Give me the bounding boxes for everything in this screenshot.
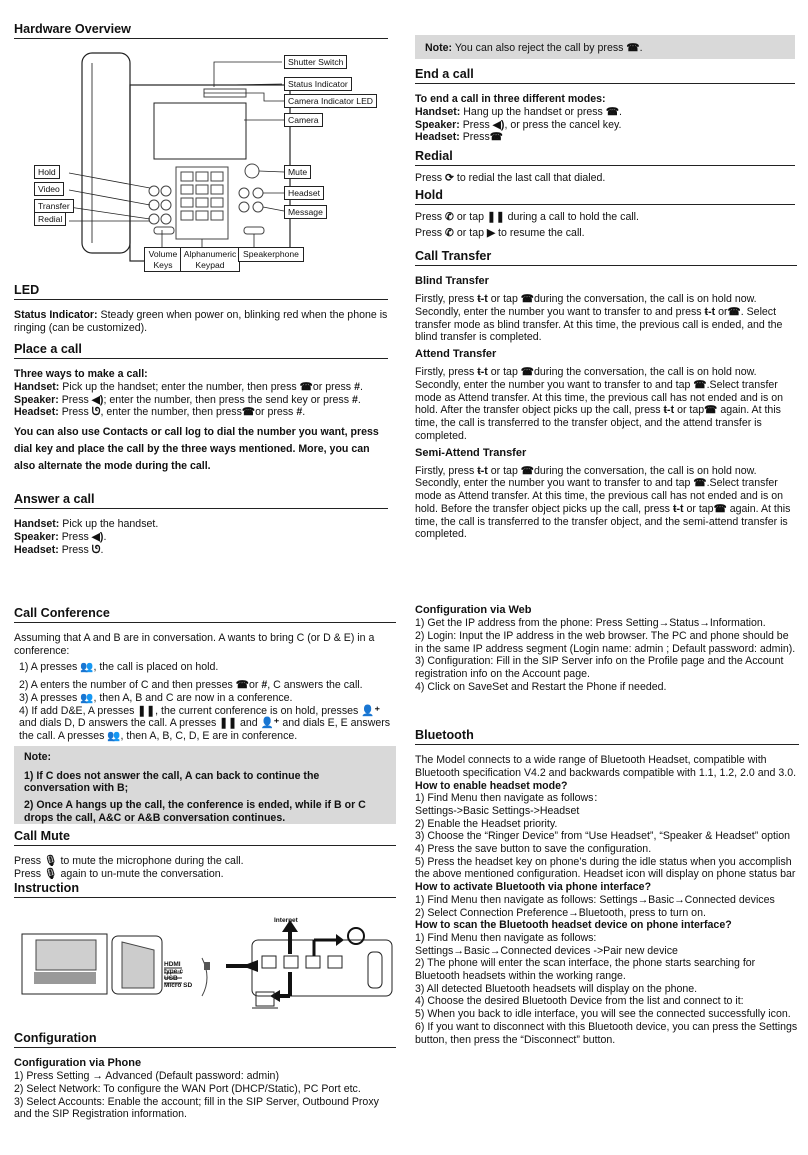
- call-conference-title: Call Conference: [14, 606, 396, 623]
- att-1: Firstly, press: [415, 366, 475, 379]
- speaker-icon: ◀): [492, 118, 505, 131]
- config-phone-2: 2) Select Network: To configure the WAN Port (DHCP/Static), PC Port etc.: [14, 1083, 361, 1095]
- conf-step-2: [14, 679, 396, 692]
- label-message: Message: [284, 205, 327, 219]
- mute-line-2: [14, 868, 396, 881]
- conf-s4f: , then A, B, C, D, E are in conference.: [120, 730, 298, 743]
- config-web-2: 2) Login: Input the IP address in the web browser. The PC and phone should be in the same IP address segment (Login name: admin ; Default password: admin).: [415, 629, 796, 655]
- transfer-call-icon: ☎: [727, 306, 741, 318]
- conf-s4a: 4) If add D&E, A presses: [19, 704, 135, 717]
- call-transfer-section: [415, 249, 797, 541]
- call-transfer-title: Call Transfer: [415, 249, 797, 266]
- place-handset-label: Handset:: [14, 380, 60, 393]
- answer-call-section: [14, 492, 388, 556]
- reject-note-desc: You can also reject the call by press: [452, 42, 624, 54]
- conf-s3a: 3) A presses: [19, 691, 78, 704]
- led-desc: Steady green when power on, blinking red when the phone is ringing (can be customized).: [14, 309, 388, 334]
- semi-attend-transfer-title: Semi-Attend Transfer: [415, 446, 527, 459]
- bt-h1-2: Settings->Basic Settings->Headset: [415, 804, 580, 817]
- config-phone-1: 1) Press Setting → Advanced (Default password: admin): [14, 1070, 279, 1083]
- transfer-call-icon: ☎: [713, 502, 727, 515]
- place-headset-text: Press: [58, 406, 89, 419]
- place-speaker-text: Press: [58, 393, 89, 406]
- bt-h1-6: 5) Press the headset key on phone’s during the idle status when you accomplish the above mentioned configuration. Headset icon will display on phone status bar: [415, 855, 796, 881]
- blind-3: during the conversation, the call is on hold now. Secondly, enter the number you want to transfer to and press: [415, 293, 757, 318]
- bt-intro: The Model connects to a wide range of Bluetooth Headset, compatible with Bluetooth specification V4.2 and backwards compatible with 1.1, 1.2, 2.0 and 3.0.: [415, 754, 797, 779]
- blind-transfer-title: Blind Transfer: [415, 275, 489, 288]
- label-shutter-switch: Shutter Switch: [284, 55, 347, 69]
- hold-line-2: [415, 227, 795, 240]
- instruction-drawing: [14, 910, 396, 1020]
- add-user-icon: 👤⁺: [260, 717, 280, 730]
- end-speaker-label: Speaker:: [415, 118, 460, 131]
- conf-s4e: and dials E, E answers the call. A presses: [19, 717, 391, 743]
- mute-line-1: [14, 855, 396, 868]
- label-volume-keys: Volume Keys: [144, 247, 182, 272]
- answer-speaker-line: Speaker: Press ◀).: [14, 530, 107, 543]
- label-headset: Headset: [284, 186, 324, 200]
- led-text: [14, 309, 388, 334]
- bt-h3-2: Settings→Basic→Connected devices ->Pair new device: [415, 944, 678, 957]
- mute-b2: again to un-mute the conversation.: [60, 867, 224, 880]
- speaker-icon: ◀): [91, 393, 104, 406]
- led-title: LED: [14, 283, 388, 300]
- hardware-overview-section: [14, 22, 388, 39]
- phone-diagram: [14, 45, 388, 277]
- bt-h1-4: 3) Choose the “Ringer Device” from “Use Headset”, “Speaker & Headset” option: [415, 830, 791, 843]
- hold-title: Hold: [415, 188, 795, 205]
- transfer-call-icon: ☎: [520, 464, 534, 477]
- usb-label: USB: [164, 975, 178, 982]
- label-status-indicator: Status Indicator: [284, 77, 352, 91]
- redial-t2: to redial the last call that dialed.: [456, 172, 606, 185]
- end-handset-label: Handset:: [415, 105, 461, 118]
- redial-t1: Press: [415, 172, 443, 185]
- hdmi-label: HDMI: [164, 961, 181, 968]
- answer-handset-line: [14, 518, 388, 531]
- place-call-intro: Three ways to make a call:: [14, 368, 148, 381]
- blind-2: or tap: [490, 293, 518, 306]
- mute-a2: to mute the microphone during the call.: [60, 855, 244, 868]
- hold-a3: during a call to hold the call.: [507, 211, 639, 224]
- call-mute-section: [14, 829, 396, 881]
- redial-text: [415, 172, 795, 185]
- semi-attend-transfer-text: [415, 465, 797, 541]
- label-mute: Mute: [284, 165, 311, 179]
- transfer-call-icon: ☎: [520, 366, 534, 379]
- conf-step-3: [14, 692, 396, 705]
- end-speaker-text: Press: [459, 118, 490, 131]
- label-alphanumeric-keypad: Alphanumeric Keypad: [180, 247, 240, 272]
- place-headset-label: Headset:: [14, 406, 59, 419]
- hold-line-1: [415, 211, 795, 224]
- answer-call-title: Answer a call: [14, 492, 388, 509]
- label-transfer: Transfer: [34, 199, 74, 213]
- bt-h1-1: 1) Find Menu then navigate as follows：: [415, 792, 605, 805]
- conf-s1b: , the call is placed on hold.: [93, 660, 219, 673]
- transfer-call-icon: ☎: [520, 293, 534, 306]
- redial-icon: ⟳: [445, 172, 454, 185]
- config-via-web-section: [415, 604, 799, 693]
- bt-h1: How to enable headset mode?: [415, 779, 568, 792]
- phone-send-icon: ☎: [299, 380, 313, 393]
- configuration-title: Configuration: [14, 1031, 396, 1048]
- bt-h1-5: 4) Press the save button to save the configuration.: [415, 843, 652, 856]
- conf-note-2: 2) Once A hangs up the call, the conference is ended, while if B or C drops the call, A&C or A&B conversation continues.: [24, 799, 366, 824]
- att-2: or tap: [490, 366, 518, 379]
- semi-2: or tap: [490, 464, 518, 477]
- hold-key-icon: ✆: [445, 226, 454, 239]
- add-user-icon: 👤⁺: [361, 704, 381, 717]
- config-via-web-title: Configuration via Web: [415, 604, 532, 616]
- transfer-call-icon: ☎: [693, 477, 707, 490]
- end-call-title: End a call: [415, 67, 795, 84]
- conf-s2a: 2) A enters the number of C and then presses: [19, 679, 233, 692]
- hold-section: [415, 188, 795, 240]
- conf-s2b: or: [248, 679, 259, 692]
- blind-transfer-text: [415, 293, 797, 344]
- label-camera: Camera: [284, 113, 323, 127]
- microphone-icon: 🎙: [44, 867, 58, 880]
- speaker-icon: ◀): [91, 530, 104, 543]
- transfer-key-icon: ŧ-t: [477, 464, 488, 477]
- place-handset-text: Pick up the handset; enter the number, then press: [59, 380, 297, 393]
- place-handset-text2: or press: [312, 380, 352, 393]
- end-handset-text: Hang up the handset or press: [460, 105, 603, 118]
- conference-icon: 👥: [80, 691, 94, 704]
- conference-icon: 👥: [107, 730, 121, 743]
- attend-transfer-text: [415, 366, 797, 442]
- conf-s3b: , then A, B and C are now in a conference.: [93, 691, 293, 704]
- hold-b2: or tap: [456, 226, 484, 239]
- config-web-4: 4) Click on SaveSet and Restart the Phone if needed.: [415, 680, 667, 693]
- end-call-intro: To end a call in three different modes:: [415, 93, 606, 106]
- hold-b1: Press: [415, 226, 443, 239]
- hangup-icon: ☎: [489, 131, 503, 144]
- conf-s4d: and: [239, 717, 258, 730]
- headset-icon: ᘎ: [91, 406, 101, 419]
- place-call-section: [14, 342, 388, 475]
- end-headset-text: Press: [459, 131, 490, 144]
- place-headset-line: Headset: Press ᘎ, enter the number, then press☎or press #.: [14, 406, 306, 419]
- reject-note-label: Note:: [425, 42, 453, 54]
- play-icon: ▶: [486, 226, 496, 239]
- config-web-1: 1) Get the IP address from the phone: Press Setting→Status→Information.: [415, 617, 766, 630]
- attend-transfer-title: Attend Transfer: [415, 348, 497, 361]
- conf-note-label: Note:: [24, 751, 52, 763]
- instruction-section: [14, 881, 396, 898]
- config-web-3: 3) Configuration: Fill in the SIP Server info on the Profile page and the Account registration info on the Account page.: [415, 655, 784, 680]
- transfer-key-icon: ŧ-t: [477, 293, 488, 306]
- hangup-icon: ☎: [605, 105, 620, 118]
- att-5: or tap: [677, 404, 705, 417]
- microsd-label: Micro SD: [164, 982, 193, 989]
- bt-h3-7: 6) If you want to disconnect with this Bluetooth device, you can press the Settings button, then press the “Disconnect” button.: [415, 1020, 798, 1046]
- att-6: again. At this time, the call is transferred to the transfer object, and the attend transfer is completed.: [415, 404, 781, 442]
- answer-speaker-text: Press: [58, 530, 89, 543]
- semi-4: .Select transfer mode as Attend transfer. At this time, the previous call has not ended and is on hold. Before the transfer object picks up the call, press: [415, 477, 784, 515]
- typec-label: type-c: [164, 968, 184, 975]
- phone-send-icon: ☎: [235, 679, 249, 692]
- configuration-section: [14, 1031, 396, 1121]
- conf-s4c: and dials D, D answers the call. A presses: [19, 717, 217, 730]
- end-headset-label: Headset:: [415, 131, 460, 144]
- instruction-diagram: [14, 910, 396, 1020]
- bt-h1-3: 2) Enable the Headset priority.: [415, 817, 558, 830]
- att-4: .Select transfer mode as Attend transfer. At this time, the previous call has not ended and is on hold. After the transfer object picks up the call, press: [415, 379, 784, 417]
- redial-section: [415, 149, 795, 185]
- hash-key-icon: #: [351, 393, 358, 406]
- conference-icon: 👥: [80, 660, 94, 673]
- semi-3: during the conversation, the call is on hold now. Secondly, enter the number you want to transfer to and tap: [415, 464, 757, 490]
- conf-note-1: 1) If C does not answer the call, A can back to continue the conversation with B;: [24, 769, 320, 795]
- end-speaker-text2: , or press the cancel key.: [504, 118, 622, 131]
- bt-h2-1: 1) Find Menu then navigate as follows: Settings→Basic→Connected devices: [415, 893, 775, 906]
- pause-icon: ❚❚: [137, 704, 156, 717]
- mute-b1: Press: [14, 867, 42, 880]
- hardware-overview-title: Hardware Overview: [14, 22, 388, 39]
- label-video: Video: [34, 182, 64, 196]
- answer-speaker-label: Speaker:: [14, 530, 59, 543]
- label-camera-indicator-led: Camera Indicator LED: [284, 94, 377, 108]
- transfer-key-icon: ŧ-t: [672, 502, 684, 515]
- headset-icon: ᘎ: [91, 543, 101, 556]
- semi-1: Firstly, press: [415, 464, 475, 477]
- bt-h2-2: 2) Select Connection Preference→Bluetooth, press to turn on.: [415, 906, 706, 919]
- blind-5: . Select transfer mode as blind transfer. At this time, the previous call is ended, and the blind transfer is completed.: [415, 306, 783, 344]
- att-3: during the conversation, the call is on hold now. Secondly, enter the number you want to transfer to and tap: [415, 366, 757, 391]
- label-speakerphone: Speakerphone: [238, 247, 304, 262]
- answer-handset-label: Handset:: [14, 518, 60, 531]
- transfer-key-icon: ŧ-t: [663, 404, 675, 417]
- end-speaker-line: [415, 119, 795, 132]
- blind-4: or: [718, 306, 728, 318]
- conf-s2c: , C answers the call.: [267, 679, 363, 692]
- transfer-call-icon: ☎: [693, 379, 707, 391]
- end-handset-line: Handset: Hang up the handset or press ☎.: [415, 105, 622, 118]
- transfer-key-icon: ŧ-t: [477, 366, 488, 379]
- place-call-title: Place a call: [14, 342, 388, 359]
- bt-h3-6: 5) When you back to idle interface, you will see the connected successfully icon.: [415, 1008, 791, 1021]
- place-handset-line: Handset: Pick up the handset; enter the number, then press ☎or press #.: [14, 380, 363, 393]
- place-call-bold-note: You can also use Contacts or call log to dial the number you want, press dial key and place the call by the three ways mentioned. More, you can also alternate the mode during the call.: [14, 425, 379, 472]
- hangup-icon: ☎: [626, 42, 640, 54]
- bt-h3-4: 3) All detected Bluetooth headsets will display on the phone.: [415, 982, 698, 995]
- internet-label: Internet: [274, 917, 298, 924]
- bt-h3-3: 2) The phone will enter the scan interface, the phone starts searching for Bluetooth headsets within the working range.: [415, 957, 756, 983]
- reject-note: [415, 35, 795, 59]
- hold-key-icon: ✆: [445, 211, 454, 224]
- transfer-key-icon: ŧ-t: [704, 306, 716, 318]
- label-redial: Redial: [34, 212, 66, 226]
- place-speaker-text2: ; enter the number, then press the send key or press: [103, 393, 349, 406]
- conf-step-4: [14, 705, 396, 743]
- phone-send-icon: ☎: [241, 406, 256, 419]
- redial-title: Redial: [415, 149, 795, 166]
- bt-h3: How to scan the Bluetooth headset device on phone interface?: [415, 919, 732, 932]
- hold-a1: Press: [415, 211, 443, 224]
- led-label: Status Indicator:: [14, 309, 98, 322]
- hash-key-icon: #: [354, 380, 360, 393]
- call-mute-title: Call Mute: [14, 829, 396, 846]
- led-section: [14, 283, 388, 335]
- blind-1: Firstly, press: [415, 293, 475, 306]
- conf-step-1: [14, 661, 396, 674]
- place-speaker-label: Speaker:: [14, 393, 59, 406]
- label-hold: Hold: [34, 165, 60, 179]
- pause-icon: ❚❚: [219, 717, 237, 730]
- hold-a2: or tap: [456, 211, 484, 224]
- answer-handset-text: Pick up the handset.: [59, 518, 159, 531]
- pause-icon: ❚❚: [486, 211, 505, 224]
- conference-note: [14, 746, 396, 824]
- hash-key-icon: #: [296, 406, 303, 419]
- semi-6: again. At this time, the call is transferred to the transfer object, and the semi-attend transfer is completed.: [415, 502, 791, 541]
- conf-s4b: , the current conference is on hold, presses: [155, 704, 359, 717]
- end-call-section: [415, 67, 795, 144]
- bluetooth-title: Bluetooth: [415, 728, 799, 745]
- bluetooth-section: [415, 728, 799, 1046]
- answer-headset-line: Headset: Press ᘎ.: [14, 543, 104, 556]
- instruction-title: Instruction: [14, 881, 396, 898]
- place-headset-text3: or press: [255, 406, 294, 419]
- hold-b3: to resume the call.: [498, 226, 585, 239]
- place-headset-text2: , enter the number, then press: [100, 406, 242, 419]
- microphone-icon: 🎙: [44, 855, 58, 868]
- config-via-phone-title: Configuration via Phone: [14, 1057, 142, 1070]
- transfer-call-icon: ☎: [704, 404, 718, 417]
- conf-intro: Assuming that A and B are in conversation. A wants to bring C (or D & E) in a conference:: [14, 632, 375, 657]
- bt-h3-5: 4) Choose the desired Bluetooth Device from the list and connect to it:: [415, 995, 744, 1008]
- place-speaker-line: Speaker: Press ◀); enter the number, then press the send key or press #.: [14, 393, 361, 406]
- hash-key-icon: #: [261, 679, 268, 692]
- bt-h3-1: 1) Find Menu then navigate as follows:: [415, 931, 597, 944]
- end-headset-line: [415, 131, 795, 144]
- bt-h2: How to activate Bluetooth via phone interface?: [415, 881, 652, 894]
- answer-headset-label: Headset:: [14, 543, 59, 556]
- semi-5: or tap: [686, 502, 714, 515]
- config-phone-3: 3) Select Accounts: Enable the account; fill in the SIP Server, Outbound Proxy and the SIP Registration information.: [14, 1095, 379, 1121]
- call-conference-section: [14, 606, 396, 743]
- answer-headset-text: Press: [58, 543, 89, 556]
- mute-a1: Press: [14, 855, 42, 868]
- conf-s1a: 1) A presses: [19, 660, 78, 673]
- reject-note-text: Note: You can also reject the call by press ☎.: [425, 42, 643, 54]
